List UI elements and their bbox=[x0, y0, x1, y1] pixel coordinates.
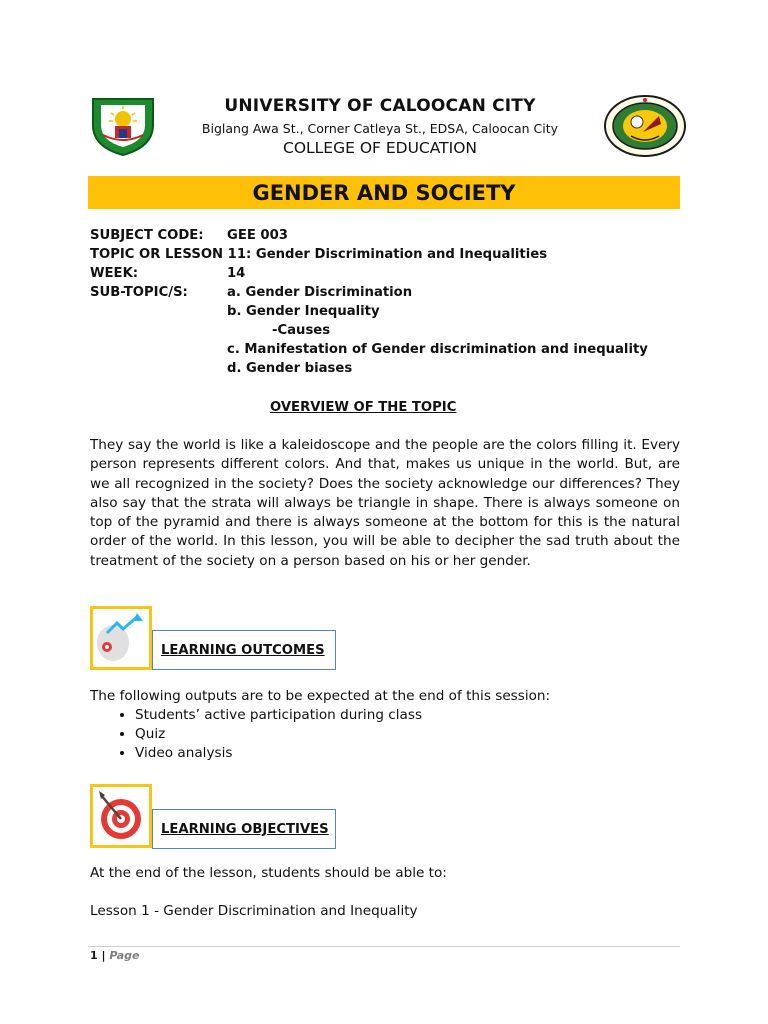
page-number: 1 bbox=[90, 949, 98, 962]
learning-outcomes-list bbox=[90, 706, 422, 763]
page-separator: | bbox=[101, 949, 106, 962]
college-seal-logo bbox=[603, 94, 687, 158]
lesson-title: Lesson 1 - Gender Discrimination and Inequality bbox=[90, 903, 418, 919]
footer-divider bbox=[88, 946, 680, 947]
learning-outcomes-heading-box bbox=[152, 630, 336, 670]
learning-objectives-intro: At the end of the lesson, students should be able to: bbox=[90, 865, 447, 881]
list-item: • Students’ active participation during class bbox=[135, 706, 422, 725]
growth-chart-icon bbox=[93, 609, 149, 667]
learning-objectives-icon-box bbox=[90, 784, 152, 848]
subtopic-item: a. Gender Discrimination bbox=[227, 285, 413, 300]
subtopic-item: d. Gender biases bbox=[227, 361, 353, 376]
subtopic-item: c. Manifestation of Gender discrimination and inequality bbox=[227, 342, 648, 357]
list-item: • Video analysis bbox=[135, 744, 422, 763]
topic-value: Gender Discrimination and Inequalities bbox=[255, 247, 548, 262]
overview-paragraph: They say the world is like a kaleidoscope and the people are the colors filling it. Every person represents different colors. And that, makes us unique in the world. But, are we all recognized in the society? Does the society acknowledge our differences? They also say that the strata will always be triangle in shape. There is always someone on top of the pyramid and there is always someone at the bottom for this is the natural order of the world. In this lesson, you will be able to decipher the sad truth about the treatment of the society on a person based on his or her gender. bbox=[90, 437, 680, 569]
page-footer bbox=[90, 949, 140, 962]
page-label: Page bbox=[109, 949, 140, 962]
learning-objectives-heading-box bbox=[152, 809, 336, 849]
subtopic-item: b. Gender Inequality bbox=[227, 304, 380, 319]
target-icon bbox=[93, 787, 149, 845]
subject-code-value: GEE 003 bbox=[227, 228, 288, 243]
subtopics-label: SUB-TOPIC/S: bbox=[90, 285, 188, 300]
university-seal-logo bbox=[89, 95, 157, 157]
college-name: COLLEGE OF EDUCATION bbox=[283, 139, 477, 157]
list-item: • Quiz bbox=[135, 725, 422, 744]
topic-row bbox=[90, 247, 690, 262]
learning-outcomes-intro: The following outputs are to be expected at the end of this session: bbox=[90, 688, 551, 704]
learning-outcomes-heading: LEARNING OUTCOMES bbox=[161, 642, 325, 658]
course-title-banner bbox=[88, 176, 680, 209]
overview-heading: OVERVIEW OF THE TOPIC bbox=[270, 400, 457, 415]
subtopic-item: -Causes bbox=[272, 323, 331, 338]
learning-objectives-heading: LEARNING OBJECTIVES bbox=[161, 821, 329, 837]
course-title: GENDER AND SOCIETY bbox=[252, 180, 516, 205]
learning-outcomes-icon-box bbox=[90, 606, 152, 670]
topic-label: TOPIC OR LESSON 11: bbox=[90, 247, 252, 262]
subject-code-label: SUBJECT CODE: bbox=[90, 228, 204, 243]
university-address: Biglang Awa St., Corner Catleya St., EDSA, Caloocan City bbox=[201, 121, 559, 136]
week-label: WEEK: bbox=[90, 266, 139, 281]
university-name: UNIVERSITY OF CALOOCAN CITY bbox=[224, 96, 536, 116]
week-value: 14 bbox=[227, 266, 246, 281]
